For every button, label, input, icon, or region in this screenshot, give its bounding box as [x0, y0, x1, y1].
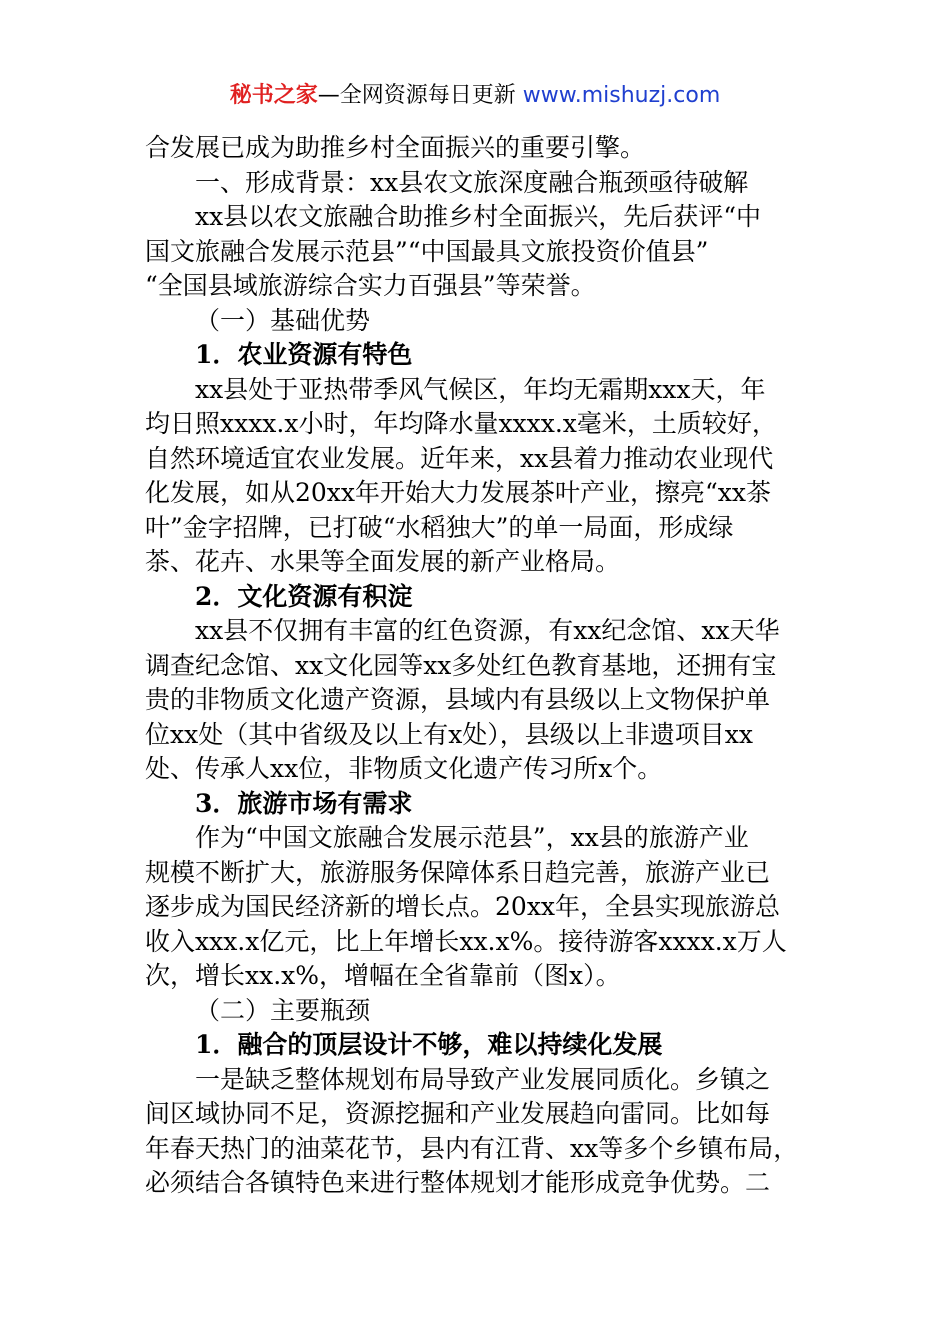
- site-header: [0, 80, 950, 112]
- text-line: 逐步成为国民经济新的增长点。20xx年，全县实现旅游总: [145, 892, 781, 921]
- text-line: 次，增长xx.x%，增幅在全省靠前（图x）。: [145, 961, 621, 990]
- text-line: 必须结合各镇特色来进行整体规划才能形成竞争优势。二: [145, 1168, 771, 1197]
- text-line: 茶、花卉、水果等全面发展的新产业格局。: [145, 547, 621, 576]
- text-line: “全国县域旅游综合实力百强县”等荣誉。: [145, 271, 596, 300]
- site-url[interactable]: www.mishuzj.com: [522, 83, 721, 108]
- text-line: 贵的非物质文化遗产资源，县域内有县级以上文物保护单: [145, 685, 771, 714]
- text-line: 一是缺乏整体规划布局导致产业发展同质化。乡镇之: [195, 1064, 771, 1094]
- site-brand: 秘书之家: [229, 83, 318, 108]
- text-line: 一、形成背景：xx县农文旅深度融合瓶颈亟待破解: [195, 167, 749, 197]
- text-line: 收入xxx.x亿元，比上年增长xx.x%。接待游客xxxx.x万人: [145, 926, 787, 956]
- text-line: 年春天热门的油菜花节，县内有江背、xx等多个乡镇布局，: [145, 1133, 799, 1163]
- text-line: xx县处于亚热带季风气候区，年均无霜期xxx天，年: [195, 374, 766, 404]
- text-line: 叶”金字招牌，已打破“水稻独大”的单一局面，形成绿: [145, 512, 734, 542]
- text-line: 化发展，如从20xx年开始大力发展茶叶产业，擦亮“xx茶: [145, 478, 771, 507]
- text-line: （一）基础优势: [195, 305, 371, 335]
- text-line: 自然环境适宜农业发展。近年来，xx县着力推动农业现代: [145, 443, 774, 473]
- text-line: xx县不仅拥有丰富的红色资源，有xx纪念馆、xx天华: [195, 616, 780, 645]
- text-line: 作为“中国文旅融合发展示范县”，xx县的旅游产业: [195, 823, 749, 852]
- text-line: 均日照xxxx.x小时，年均降水量xxxx.x毫米，土质较好，: [145, 409, 777, 438]
- site-tagline: —全网资源每日更新: [317, 83, 523, 108]
- text-line: 国文旅融合发展示范县”“中国最具文旅投资价值县”: [145, 236, 709, 266]
- section-heading: 3．旅游市场有需求: [195, 788, 413, 818]
- section-heading: 2．文化资源有积淀: [195, 581, 413, 611]
- text-line: 规模不断扩大，旅游服务保障体系日趋完善，旅游产业已: [145, 857, 771, 887]
- text-line: （二）主要瓶颈: [195, 995, 371, 1025]
- text-line: 合发展已成为助推乡村全面振兴的重要引擎。: [145, 133, 646, 162]
- document-body: [145, 131, 810, 1201]
- section-heading: 1．农业资源有特色: [195, 340, 413, 369]
- section-heading: 1．融合的顶层设计不够，难以持续化发展: [195, 1030, 663, 1059]
- text-line: xx县以农文旅融合助推乡村全面振兴，先后获评“中: [195, 202, 761, 231]
- text-line: 间区域协同不足，资源挖掘和产业发展趋向雷同。比如每: [145, 1099, 771, 1128]
- text-line: 位xx处（其中省级及以上有x处），县级以上非遗项目xx: [145, 719, 753, 749]
- text-line: 调查纪念馆、xx文化园等xx多处红色教育基地，还拥有宝: [145, 650, 777, 680]
- text-line: 处、传承人xx位，非物质文化遗产传习所x个。: [145, 754, 663, 783]
